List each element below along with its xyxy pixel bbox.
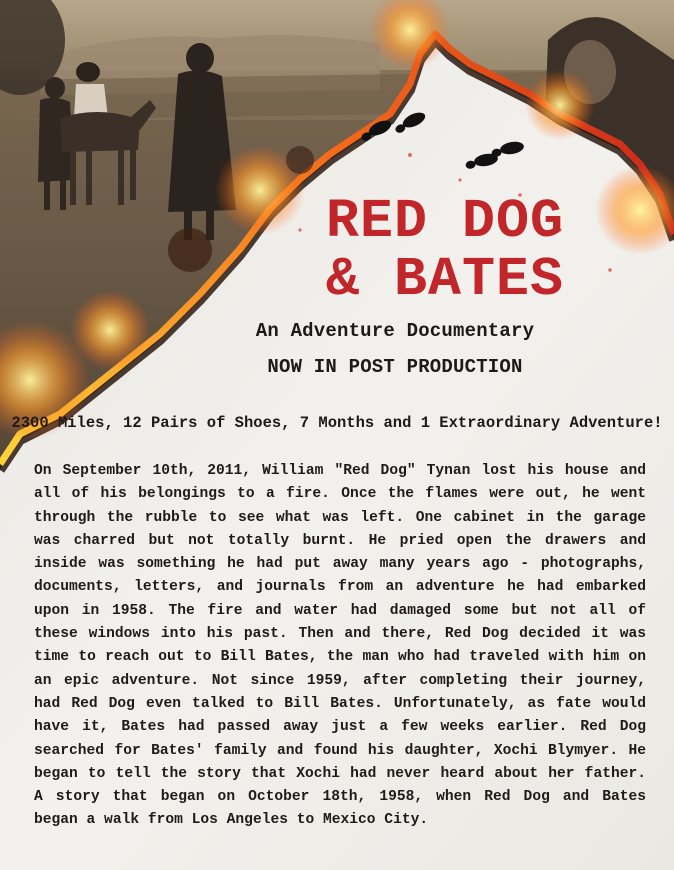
production-status: NOW IN POST PRODUCTION: [267, 356, 523, 378]
story-paragraph: On September 10th, 2011, William "Red Dog" Tynan lost his house and all of his belongings to a fire. Once the flames were out, he went through the rubble to see what was left. One cabinet in the garage was charred but not totally burnt. He pried open the drawers and inside was something he had put away many years ago - photographs, documents, letters, and journals from an adventure he had embarked upon in 1958. The fire and water had damaged some but not all of these windows into his past. Then and there, Red Dog decided it was time to reach out to Bill Bates, the man who had traveled with him on an epic adventure. Not since 1959, after completing their journey, had Red Dog even talked to Bill Bates. Unfortunately, as fate would have it, Bates had passed away just a few weeks earlier. Red Dog searched for Bates' family and found his daughter, Xochi Blymyer. He began to tell the story that Xochi had never heard about her father. A story that began on October 18th, 1958, when Red Dog and Bates began a walk from Los Angeles to Mexico City.: [34, 463, 646, 829]
tagline: 2300 Miles, 12 Pairs of Shoes, 7 Months and 1 Extraordinary Adventure!: [11, 414, 663, 432]
subtitle: An Adventure Documentary: [255, 320, 535, 342]
title-line-1: RED DOG: [325, 190, 565, 253]
title-line-2: & BATES: [325, 248, 565, 311]
